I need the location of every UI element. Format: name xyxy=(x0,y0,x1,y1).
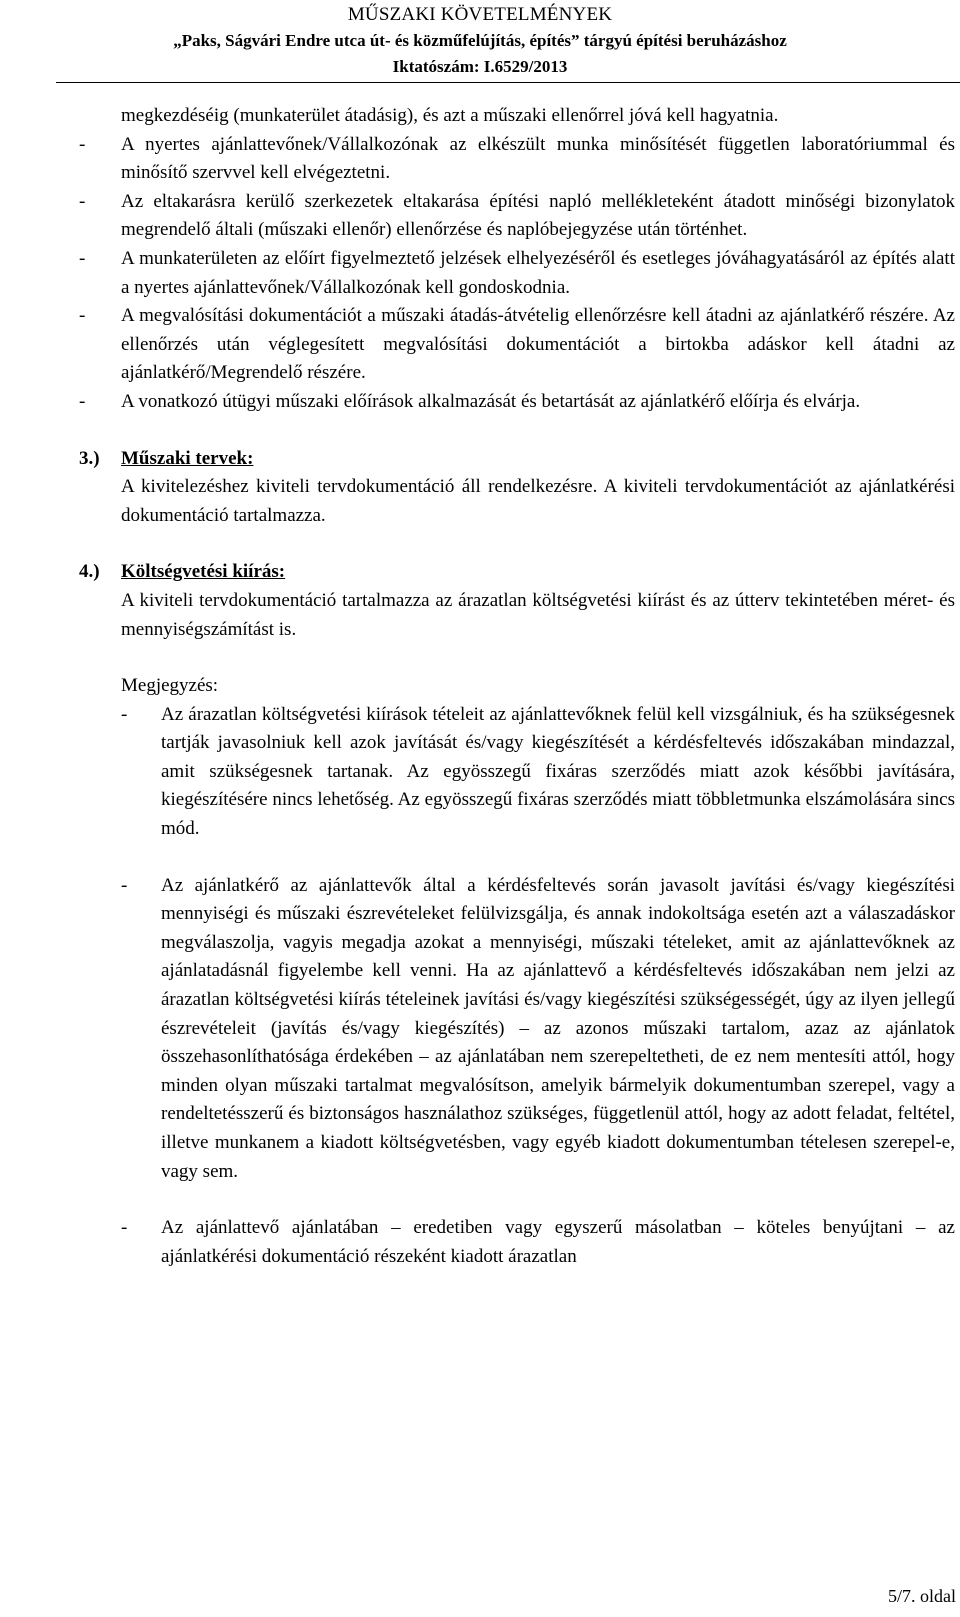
list-item-text: Az eltakarásra kerülő szerkezetek eltakarása építési napló mellékleteként átadott minőségi bizonylatok megrendelő általi (műszaki ellenőr) ellenőrzése és naplóbejegyzése után történhet. xyxy=(121,190,955,241)
section-cost-estimate xyxy=(79,558,955,644)
section-heading-text: Műszaki tervek: xyxy=(121,447,254,469)
reference-number: Iktatószám: I.6529/2013 xyxy=(392,57,568,76)
note-item xyxy=(121,1214,955,1271)
section-heading xyxy=(79,558,955,587)
list-dash: - xyxy=(79,133,86,155)
note-item xyxy=(121,872,955,1187)
list-item xyxy=(79,388,955,417)
list-dash: - xyxy=(79,190,86,212)
list-item xyxy=(79,245,955,302)
project-title: „Paks, Ságvári Endre utca út- és közműfelújítás, építés” tárgyú építési beruházáshoz xyxy=(173,31,787,50)
document-title: MŰSZAKI KÖVETELMÉNYEK xyxy=(347,4,613,25)
note-block xyxy=(121,672,955,1271)
list-dash: - xyxy=(121,874,128,896)
note-item-text: Az ajánlatkérő az ajánlattevők által a kérdésfeltevés során javasolt javítási és/vagy kiegészítési mennyiségi és műszaki észrevételeket felülvizsgálja, és annak indokoltsága esetén azt a válaszadáskor megválaszolja, vagyis megadja azokat a mennyiségi, műszaki tételeket, amit az ajánlattevőknek az ajánlatadásnál figyelembe kell venni. Ha az ajánlattevő a kérdésfeltevés időszakában nem jelzi az árazatlan költségvetési kiírás tételeinek javítási és/vagy kiegészítési szükségességét, úgy az ilyen jellegű észrevételeit (javítás és/vagy kiegészítés) – az azonos műszaki tartalom, azaz az ajánlatok összehasonlíthatósága érdekében – az ajánlatában nem szerepeltetheti, de ez nem mentesíti attól, hogy minden olyan műszaki tartalmat megvalósítson, amelyik bármelyik dokumentumban szerepel, vagy a rendeltetésszerű és biztonságos használathoz szükséges, függetlenül attól, hogy az adott feladat, feltétel, illetve munkanem a kiadott költségvetésben, vagy egyéb kiadott dokumentumban tételesen szerepel-e, vagy sem. xyxy=(161,874,955,1182)
list-dash: - xyxy=(79,247,86,269)
list-item-text: A vonatkozó útügyi műszaki előírások alkalmazását és betartását az ajánlatkérő előírja és elvárja. xyxy=(121,390,861,412)
section-body: A kivitelezéshez kiviteli tervdokumentáció áll rendelkezésre. A kiviteli tervdokumentációt az ajánlatkérési dokumentáció tartalmazza. xyxy=(121,476,955,526)
header-rule xyxy=(56,82,960,83)
section-number: 4.) xyxy=(79,561,100,583)
list-dash: - xyxy=(79,305,86,327)
list-item xyxy=(79,188,955,245)
list-item-text: A megvalósítási dokumentációt a műszaki átadás-átvételig ellenőrzésre kell átadni az ajánlatkérő részére. Az ellenőrzés után véglegesített megvalósítási dokumentációt a birtokba adáskor kell átadni az ajánlatkérő/Megrendelő részére. xyxy=(121,305,955,384)
section-number: 3.) xyxy=(79,447,100,469)
list-item xyxy=(79,302,955,388)
note-title: Megjegyzés: xyxy=(121,675,219,697)
list-item xyxy=(79,131,955,188)
list-item-text: A nyertes ajánlattevőnek/Vállalkozónak az elkészült munka minősítését független laboratóriummal és minősítő szervvel kell elvégeztetni. xyxy=(121,133,955,184)
list-item-text: A munkaterületen az előírt figyelmeztető jelzések elhelyezéséről és esetleges jóváhagyatásáról az építés alatt a nyertes ajánlattevőnek/Vállalkozónak kell gondoskodnia. xyxy=(121,247,955,298)
page-header xyxy=(0,2,960,80)
intro-continuation: megkezdéséig (munkaterület átadásig), és azt a műszaki ellenőrrel jóvá kell hagyatnia. xyxy=(121,105,779,126)
note-item-text: Az ajánlattevő ajánlatában – eredetiben vagy egyszerű másolatban – köteles benyújtani – az ajánlatkérési dokumentáció részeként kiadott árazatlan xyxy=(161,1217,955,1267)
document-body xyxy=(79,102,955,1271)
section-technical-plans xyxy=(79,445,955,531)
list-dash: - xyxy=(79,390,86,412)
section-heading xyxy=(79,445,955,474)
page-number: 5/7. oldal xyxy=(888,1586,956,1606)
list-dash: - xyxy=(121,1217,128,1239)
section-body: A kiviteli tervdokumentáció tartalmazza az árazatlan költségvetési kiírást és az útterv tekintetében méret- és mennyiségszámítást is. xyxy=(121,589,955,640)
note-item-text: Az árazatlan költségvetési kiírások tételeit az ajánlattevőknek felül kell vizsgálniuk, és ha szükségesnek tartják javasolniuk kell azok javítását és/vagy kiegészítését a kérdésfeltevés időszakában mindazzal, amit szükségesnek tartanak. Az egyösszegű fixáras szerződés miatt azok későbbi javítására, kiegészítésére nincs lehetőség. Az egyösszegű fixáras szerződés miatt többletmunka elszámolására sincs mód. xyxy=(161,703,955,840)
list-dash: - xyxy=(121,703,128,725)
note-item xyxy=(121,701,955,844)
section-heading-text: Költségvetési kiírás: xyxy=(121,561,286,583)
